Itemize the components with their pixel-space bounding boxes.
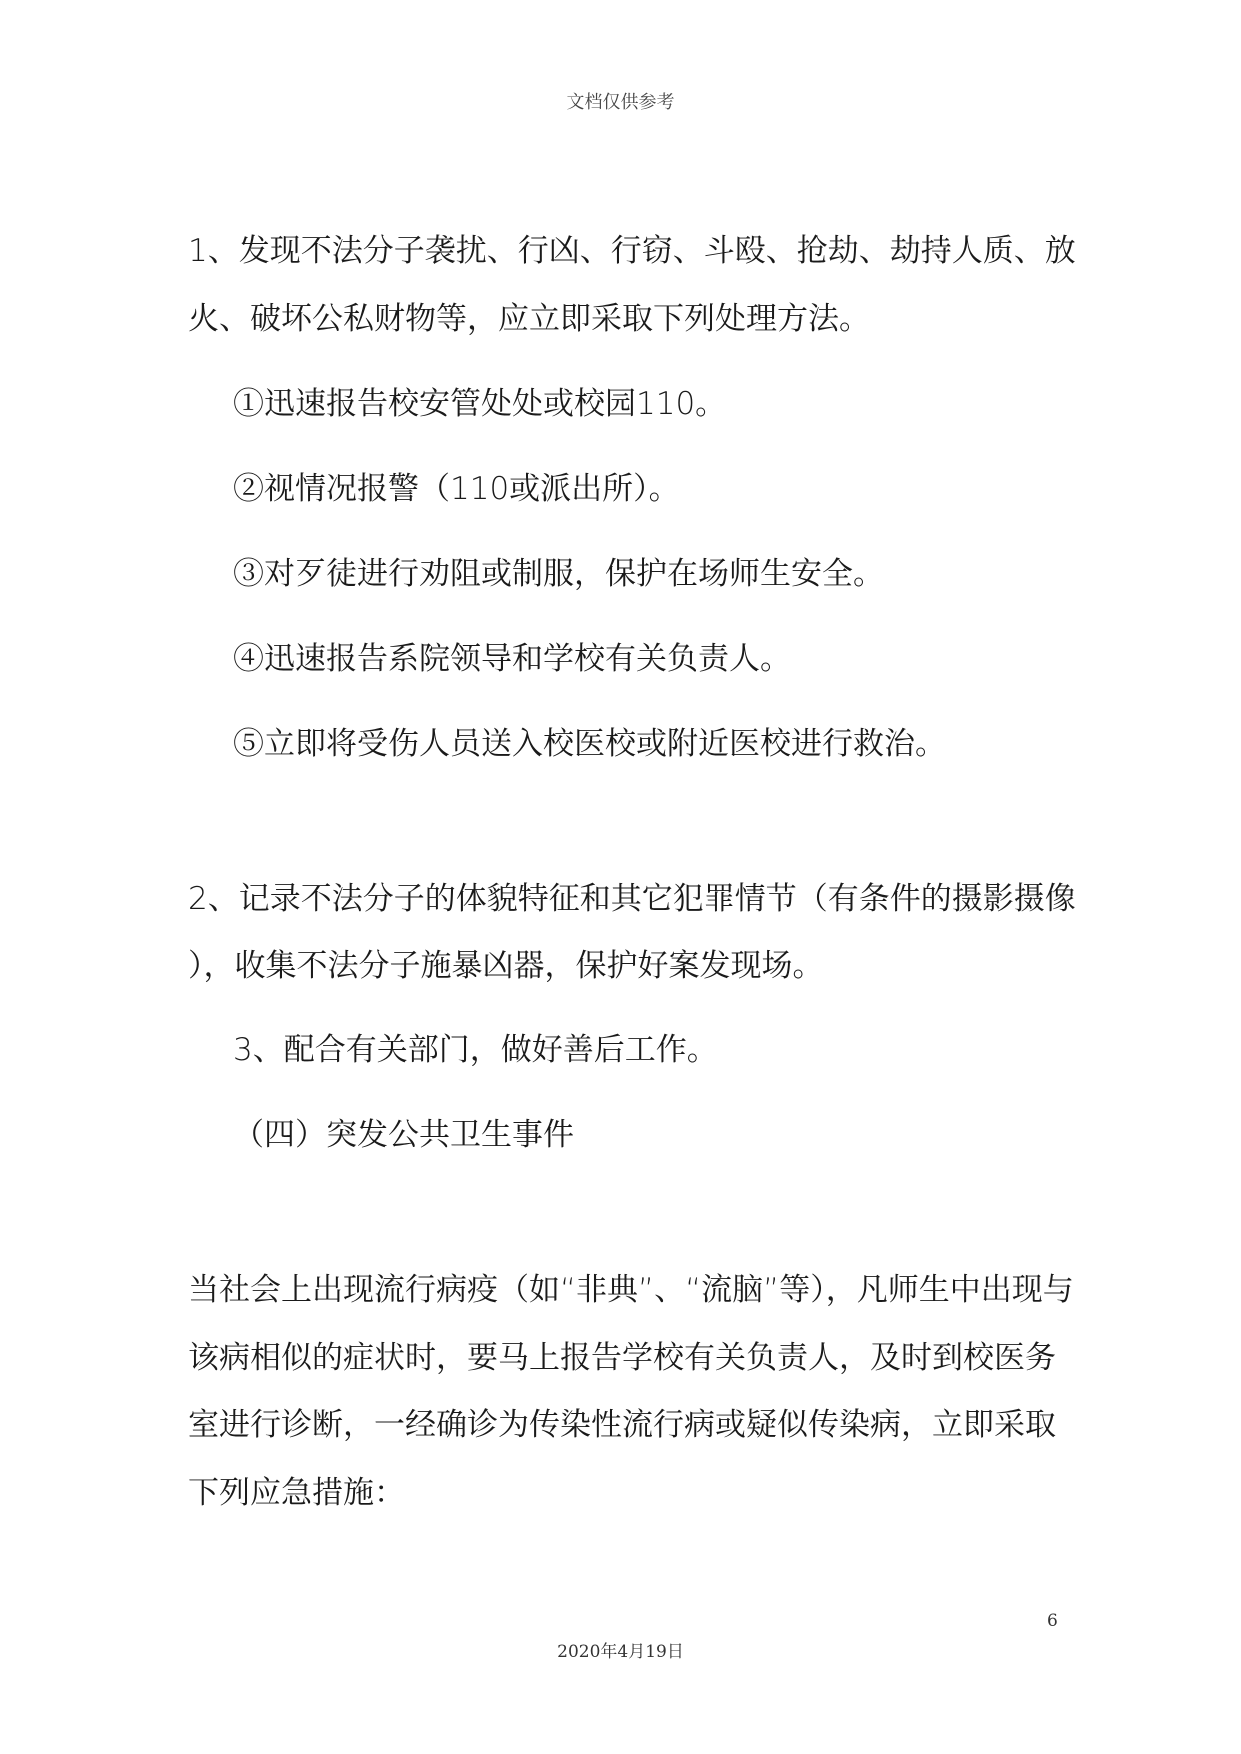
paragraph-line: 室进行诊断，一经确诊为传染性流行病或疑似传染病，立即采取 [188,1407,1056,1443]
paragraph-line: 1、发现不法分子袭扰、行凶、行窃、斗殴、抢劫、劫持人质、放 [188,233,1076,269]
paragraph-line: 下列应急措施： [188,1475,405,1511]
paragraph-line: ），收集不法分子施暴凶器，保护好案发现场。 [188,948,824,984]
list-item: ③对歹徒进行劝阻或制服，保护在场师生安全。 [233,556,884,592]
list-item: ①迅速报告校安管处处或校园110。 [233,386,727,422]
paragraph-line: 2、记录不法分子的体貌特征和其它犯罪情节（有条件的摄影摄像 [188,881,1076,917]
paragraph-line: 该病相似的症状时，要马上报告学校有关负责人，及时到校医务 [188,1340,1056,1376]
page-header: 文档仅供参考 [566,92,675,113]
section-heading: （四）突发公共卫生事件 [233,1117,574,1153]
list-item: ⑤立即将受伤人员送入校医校或附近医校进行救治。 [233,726,946,762]
list-item: ②视情况报警（110或派出所）。 [233,471,680,507]
list-item: 3、配合有关部门，做好善后工作。 [233,1032,718,1068]
list-item: ④迅速报告系院领导和学校有关负责人。 [233,641,791,677]
paragraph-line: 火、破坏公私财物等，应立即采取下列处理方法。 [188,301,870,337]
footer-date: 2020年4月19日 [557,1642,684,1662]
paragraph-line: 当社会上出现流行病疫（如“非典”、“流脑”等），凡师生中出现与 [188,1272,1074,1308]
page-number: 6 [1047,1611,1058,1631]
